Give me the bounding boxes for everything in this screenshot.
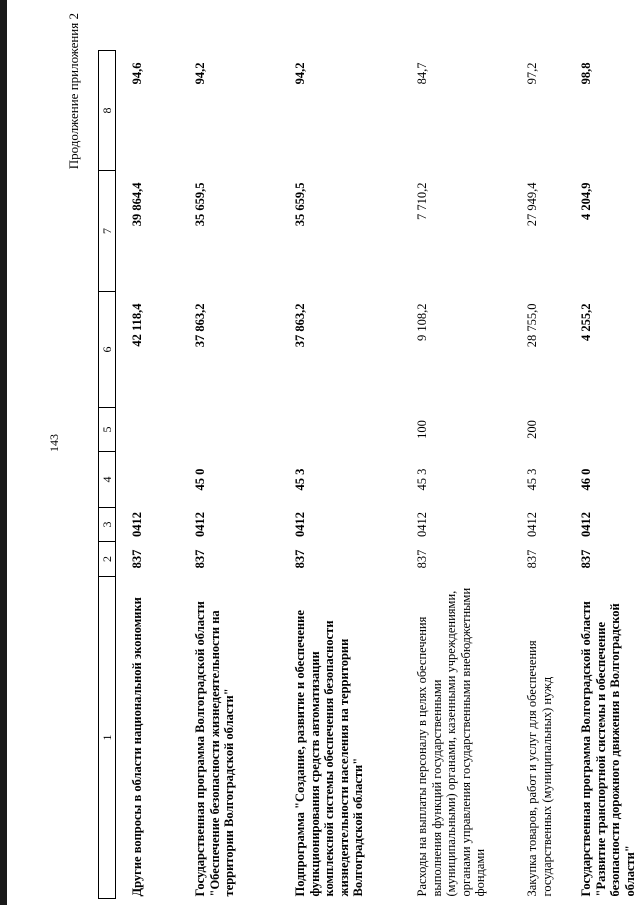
column-header-2: 2 [99,542,116,577]
row-name: Государственная программа Волгоградской области "Развитие транспортной системы и обеспечение безопасности дорожного движения в Волгоградской области" [579,601,637,897]
table-row [571,51,640,899]
row-col3: 0412 [293,512,307,537]
row-col7: 27 949,4 [525,182,539,227]
row-col2: 837 [525,549,539,569]
row-col4: 46 0 [579,468,593,491]
row-name: Другие вопросы в области национальной экономики [130,597,144,897]
page-number: 143 [47,434,61,452]
row-col3: 0412 [193,512,207,537]
row-col8: 84,7 [415,62,429,85]
row-name: Государственная программа Волгоградской области "Обеспечение безопасности жизнедеятельности на территории Волгоградской области" [193,601,236,897]
column-header-1: 1 [99,577,116,899]
row-col7: 35 659,5 [293,182,307,227]
row-col2: 837 [193,549,207,569]
row-col6: 37 863,2 [193,303,207,348]
table-row [116,51,184,899]
row-col2: 837 [130,549,144,569]
appendix-table [98,50,640,899]
column-header-4: 4 [99,452,116,508]
row-col5 [116,408,184,452]
row-col7: 4 204,9 [579,182,593,220]
row-col6: 28 755,0 [525,303,539,348]
row-name: Расходы на выплаты персоналу в целях обеспечения выполнения функций государственными (муниципальными) органами, казенными учреждениями, органами управления государственными внебюджетными фондами [415,587,487,897]
row-col2: 837 [415,549,429,569]
table-row [183,51,283,899]
row-col6: 9 108,2 [415,303,429,341]
row-col8: 94,6 [130,62,144,85]
row-col7: 35 659,5 [193,182,207,227]
row-col6: 37 863,2 [293,303,307,348]
table-row [405,51,517,899]
row-col7: 7 710,2 [415,182,429,220]
row-col7: 39 864,4 [130,182,144,227]
row-col2: 837 [579,549,593,569]
column-header-6: 6 [99,292,116,408]
row-col8: 94,2 [193,62,207,85]
row-col3: 0412 [415,512,429,537]
row-col6: 4 255,2 [579,303,593,341]
row-col3: 0412 [579,512,593,537]
continuation-label: Продолжение приложения 2 [66,13,81,170]
column-header-7: 7 [99,171,116,292]
table-row [283,51,405,899]
row-col5 [183,408,283,452]
row-col6: 42 118,4 [130,303,144,347]
row-col3: 0412 [130,512,144,537]
column-header-5: 5 [99,408,116,452]
table-row [517,51,571,899]
row-col5: 100 [415,420,429,439]
row-col4 [116,452,184,508]
table-header-row [99,51,116,899]
row-col4: 45 3 [525,468,539,491]
row-col2: 837 [293,549,307,569]
row-col3: 0412 [525,512,539,537]
row-col4: 45 3 [415,468,429,491]
row-col5: 200 [525,420,539,439]
row-col8: 94,2 [293,62,307,85]
row-col5 [283,408,405,452]
row-col8: 97,2 [525,62,539,85]
row-col4: 45 0 [193,468,207,491]
column-header-3: 3 [99,508,116,542]
row-col8: 98,8 [579,62,593,85]
row-col5 [571,408,640,452]
row-name: Закупка товаров, работ и услуг для обеспечения государственных (муниципальных) нужд [525,640,554,897]
row-name: Подпрограмма "Создание, развитие и обеспечение функционирования средств автоматизации комплексной системы обеспечения безопасности жизнедеятельности населения на территории Волгоградской области" [293,610,365,897]
row-col4: 45 3 [293,468,307,491]
column-header-8: 8 [99,51,116,171]
